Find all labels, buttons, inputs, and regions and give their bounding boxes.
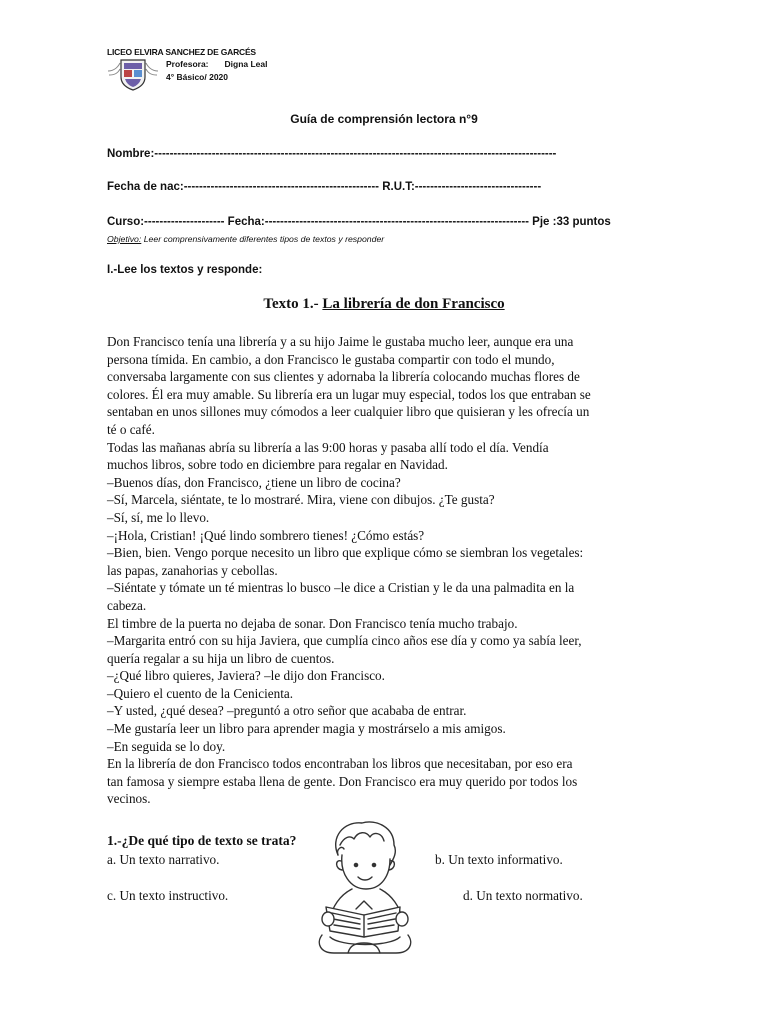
teacher-label: Profesora: (166, 59, 209, 69)
question-1: 1.-¿De qué tipo de texto se trata? (107, 833, 297, 848)
school-name: LICEO ELVIRA SANCHEZ DE GARCÉS (107, 47, 256, 57)
school-logo (106, 57, 160, 91)
story-line: –Buenos días, don Francisco, ¿tiene un libro de cocina? (107, 474, 401, 490)
guide-title-text: Guía de comprensión lectora n°9 (290, 112, 478, 126)
option-c[interactable]: c. Un texto instructivo. (107, 888, 229, 903)
story-line: vecinos. (107, 791, 151, 807)
story-line: –Sí, Marcela, siéntate, te lo mostraré. Mira, viene con dibujos. ¿Te gusta? (107, 492, 495, 508)
story-line: colores. Él era muy amable. Su librería era un lugar muy especial, todos los que entraban se (107, 386, 591, 402)
story-line: muchos libros, sobre todo en diciembre para regalar en Navidad. (107, 457, 448, 473)
birthdate-rut-field: Fecha de nac:--------------------------------------------------- R.U.T:--------------------------------- (107, 181, 542, 193)
course-date-score-field: Curso:--------------------- Fecha:--------------------------------------------------------------------- Pje :33 puntos (107, 216, 611, 228)
section-heading: I.-Lee los textos y responde: (107, 264, 263, 276)
grade-year: 4° Básico/ 2020 (166, 72, 228, 82)
objective (107, 234, 384, 244)
story-line: sentaban en unos sillones muy cómodos a leer cualquier libro que quisieran y les ofrecía un (107, 404, 590, 420)
reading-body (107, 333, 647, 808)
story-line: las papas, zanahorias y cebollas. (107, 562, 278, 578)
story-line: té o café. (107, 421, 155, 437)
story-line: persona tímida. En cambio, a don Francisco le gustaba compartir con todo el mundo, (107, 351, 555, 367)
story-line: El timbre de la puerta no dejaba de sonar. Don Francisco tenía mucho trabajo. (107, 615, 518, 631)
story-line: –Bien, bien. Vengo porque necesito un libro que explique cómo se siembran los vegetales: (107, 545, 584, 561)
name-field: Nombre:--------------------------------------------------------------------------------------------------------- (107, 148, 557, 160)
story-line: –En seguida se lo doy. (107, 738, 226, 754)
objective-text: Leer comprensivamente diferentes tipos de textos y responder (141, 234, 385, 244)
story-line: En la librería de don Francisco todos encontraban los libros que necesitaban, por eso era (107, 756, 573, 772)
story-line: –Margarita entró con su hija Javiera, que cumplía cinco años ese día y como ya sabía leer, (107, 633, 582, 649)
story-line: –¿Qué libro quieres, Javiera? –le dijo don Francisco. (107, 668, 385, 684)
story-line: –Quiero el cuento de la Cenicienta. (107, 685, 294, 701)
story-line: conversaba largamente con sus clientes y adornaba la librería colocando muchas flores de (107, 369, 580, 385)
story-line: –Me gustaría leer un libro para aprender magia y mostrárselo a mis amigos. (107, 721, 506, 737)
option-a[interactable]: a. Un texto narrativo. (107, 852, 220, 867)
teacher-name: Digna Leal (224, 59, 268, 69)
story-line: tan famosa y siempre estaba llena de gente. Don Francisco era muy querido por todos los (107, 773, 578, 789)
story-line: –Y usted, ¿qué desea? –preguntó a otro señor que acababa de entrar. (107, 703, 467, 719)
guide-title (0, 112, 768, 126)
story-line: –Sí, sí, me lo llevo. (107, 509, 210, 525)
reading-title (0, 296, 768, 313)
teacher-line (166, 59, 268, 69)
reading-title-prefix: Texto 1.- (263, 296, 323, 312)
story-line: Todas las mañanas abría su librería a las 9:00 horas y pasaba allí todo el día. Vendía (107, 439, 549, 455)
story-line: quería regalar a su hija un libro de cuentos. (107, 650, 335, 666)
story-line: –Siéntate y tómate un té mientras lo busco –le dice a Cristian y le da una palmadita en la (107, 580, 575, 596)
option-d[interactable]: d. Un texto normativo. (463, 888, 583, 903)
reading-title-text: La librería de don Francisco (322, 296, 505, 312)
objective-label: Objetivo: (107, 234, 142, 244)
option-b[interactable]: b. Un texto informativo. (435, 852, 563, 867)
child-reading-illustration (300, 815, 430, 960)
story-line: cabeza. (107, 597, 147, 613)
story-line: –¡Hola, Cristian! ¡Qué lindo sombrero tienes! ¿Cómo estás? (107, 527, 425, 543)
story-line: Don Francisco tenía una librería y a su hijo Jaime le gustaba mucho leer, aunque era una (107, 334, 574, 349)
